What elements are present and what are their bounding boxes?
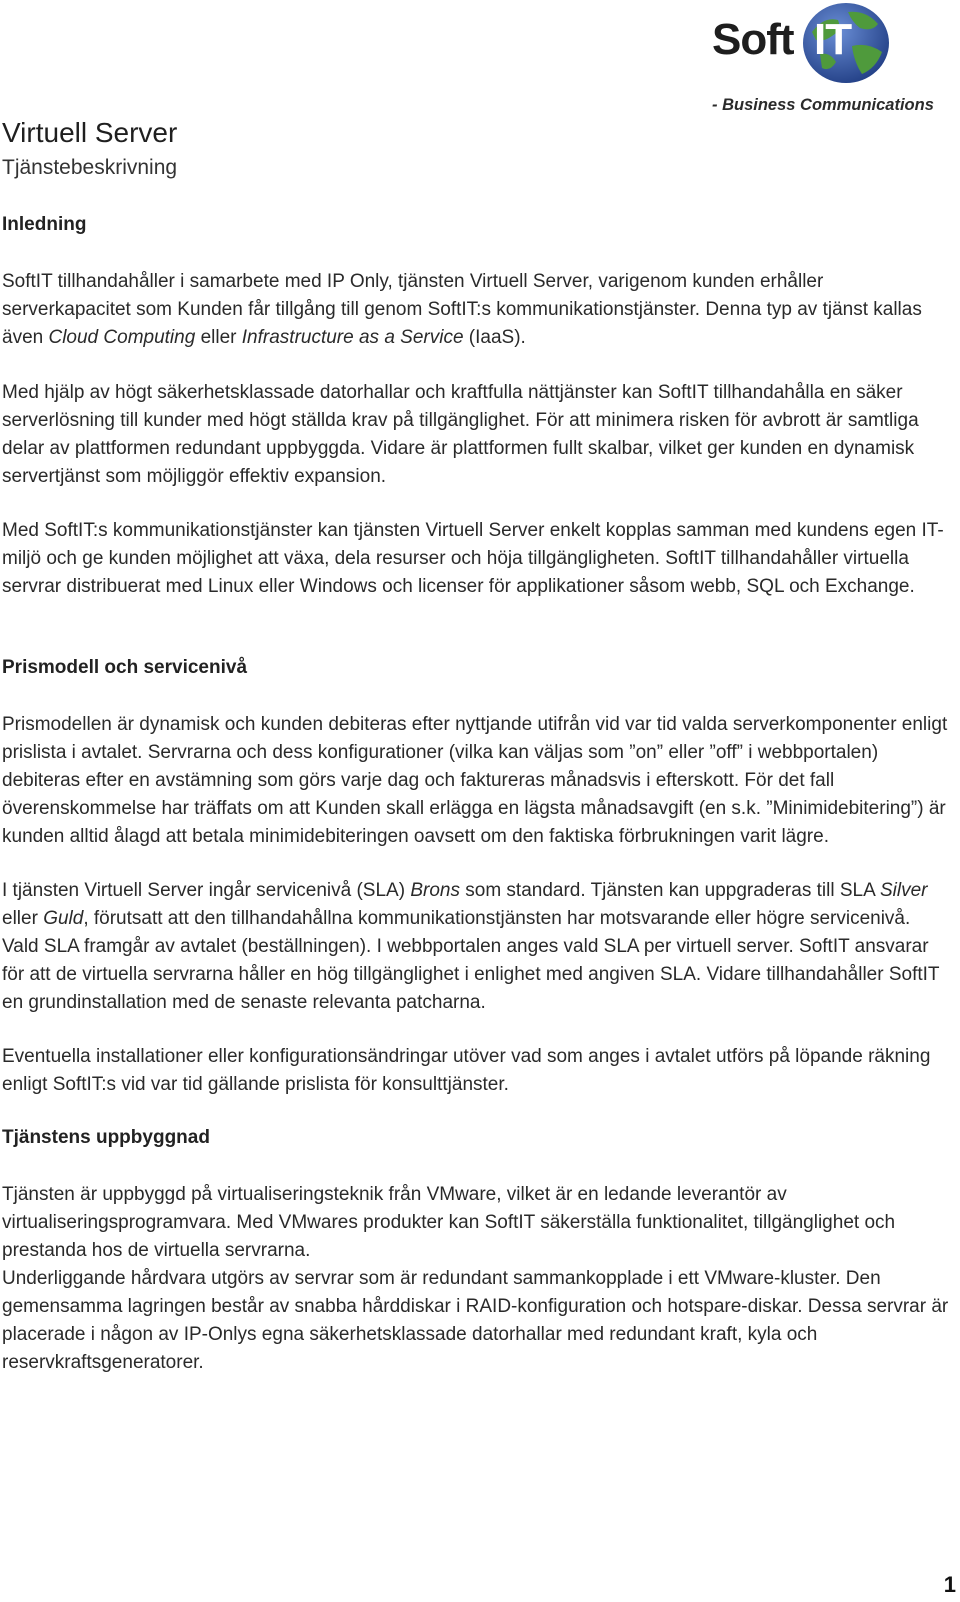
- logo-tagline: - Business Communications: [712, 96, 934, 114]
- em-brons: Brons: [410, 880, 460, 901]
- document-subtitle: Tjänstebeskrivning: [2, 156, 178, 179]
- paragraph-intro-1: SoftIT tillhandahåller i samarbete med IP Only, tjänsten Virtuell Server, varigenom kunden erhåller serverkapacitet som Kunden får tillgång till genom SoftIT:s kommunikationstjänster. Denna typ av tjänst kallas även Cloud Computing eller Infrastructure as a Service (IaaS).: [2, 271, 922, 348]
- heading-uppbyggnad: Tjänstens uppbyggnad: [2, 1127, 210, 1148]
- paragraph-intro-2: Med hjälp av högt säkerhetsklassade datorhallar och kraftfulla nättjänster kan SoftIT tillhandahålla en säker serverlösning till kunder med högt ställda krav på tillgänglighet. För att minimera risken för avbrott är samtliga delar av plattformen redundant uppbyggda. Vidare är plattformen fullt skalbar, vilket ger kunden en dynamisk servertjänst som möjliggör effektiv expansion.: [2, 382, 919, 487]
- heading-inledning: Inledning: [2, 214, 87, 235]
- logo-word-it: IT: [814, 15, 852, 64]
- paragraph-price-1: Prismodellen är dynamisk och kunden debiteras efter nyttjande utifrån vid var tid valda serverkomponenter enligt prislista i avtalet. Servrarna och dess konfigurationer (vilka kan väljas som ”on” eller ”off” i webbportalen) debiteras efter en avstämning som görs varje dag och faktureras månadsvis i efterskott. För det fall överenskommelse har träffats om att Kunden skall erlägga en lägsta månadsavgift (en s.k. ”Minimidebitering”) är kunden alltid ålagd att betala minimidebiteringen oavsett om den faktiska förbrukningen varit lägre.: [2, 714, 948, 847]
- em-cloud-computing: Cloud Computing: [48, 327, 196, 348]
- logo-word-soft: Soft: [712, 15, 794, 64]
- paragraph-build-1: Tjänsten är uppbyggd på virtualiseringsteknik från VMware, vilket är en ledande leverantör av virtualiseringsprogramvara. Med VMwares produkter kan SoftIT säkerställa funktionalitet, tillgänglighet och prestanda hos de virtuella servrarna.: [2, 1184, 896, 1261]
- paragraph-build-2: Underliggande hårdvara utgörs av servrar som är redundant sammankopplade i ett VMware-kluster. Den gemensamma lagringen består av snabba hårddiskar i RAID-konfiguration och hotspare-diskar. Dessa servrar är placerade i någon av IP-Onlys egna säkerhetsklassade datorhallar med redundant kraft, kyla och reservkraftsgeneratorer.: [2, 1268, 949, 1373]
- softit-logo: [712, 2, 958, 120]
- page-number: 1: [943, 1572, 956, 1597]
- em-iaas: Infrastructure as a Service: [241, 327, 464, 348]
- em-guld: Guld: [43, 908, 84, 929]
- document-title: Virtuell Server: [2, 117, 178, 148]
- heading-prismodell: Prismodell och servicenivå: [2, 657, 248, 678]
- paragraph-price-2: I tjänsten Virtuell Server ingår servicenivå (SLA) Brons som standard. Tjänsten kan uppgraderas till SLA Silver eller Guld, förutsatt att den tillhandahållna kommunikationstjänsten har motsvarande eller högre servicenivå. Vald SLA framgår av avtalet (beställningen). I webbportalen anges vald SLA per virtuell server. SoftIT ansvarar för att de virtuella servrarna håller en hög tillgänglighet i enlighet med angiven SLA. Vidare tillhandahåller SoftIT en grundinstallation med de senaste relevanta patcharna.: [2, 880, 940, 1013]
- paragraph-intro-3: Med SoftIT:s kommunikationstjänster kan tjänsten Virtuell Server enkelt kopplas samman med kundens egen IT-miljö och ge kunden möjlighet att växa, dela resurser och höja tillgängligheten. SoftIT tillhandahåller virtuella servrar distribuerat med Linux eller Windows och licenser för applikationer såsom webb, SQL och Exchange.: [2, 520, 944, 597]
- paragraph-price-3: Eventuella installationer eller konfigurationsändringar utöver vad som anges i avtalet utförs på löpande räkning enligt SoftIT:s vid var tid gällande prislista för konsulttjänster.: [2, 1046, 931, 1095]
- em-silver: Silver: [879, 880, 928, 901]
